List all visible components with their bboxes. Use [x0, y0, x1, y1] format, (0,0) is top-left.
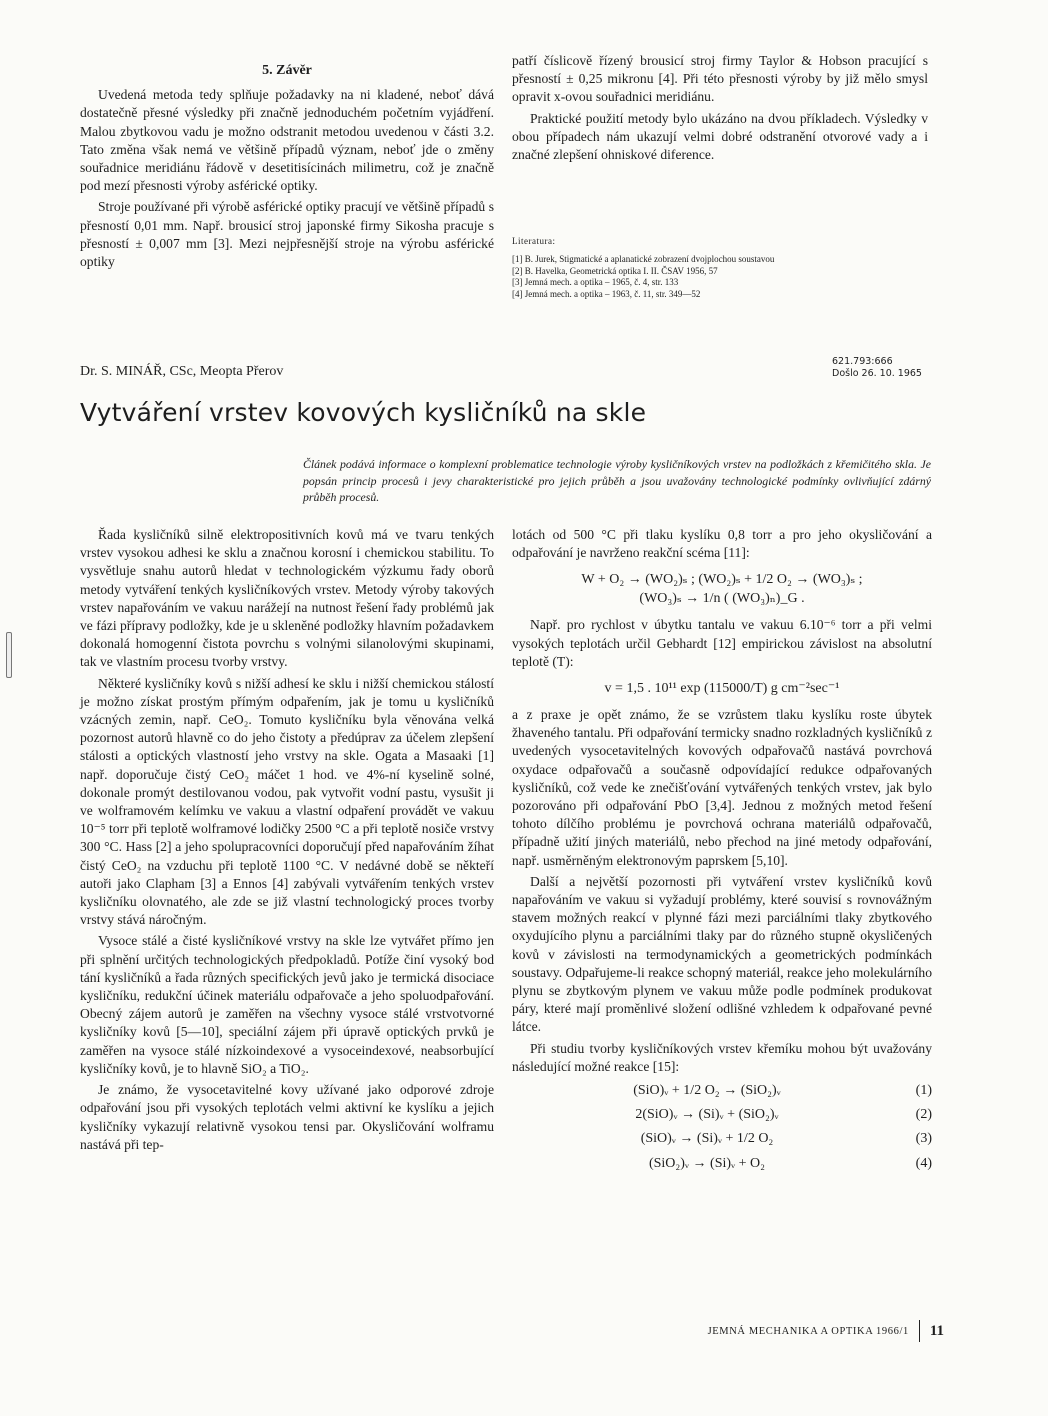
paragraph: Je známo, že vysocetavitelné kovy užívané jako odporové zdroje odpařování jsou při vysokých teplotách velmi aktivní ke kyslíku a jejich kysličníky vykazují relativně vysokou tensi par. Okysličování wolframu nastává při tep-: [80, 1082, 494, 1152]
equation-number: (3): [915, 1131, 932, 1147]
equation: 2(SiO)ᵥ → (Si)ᵥ + (SiO₂)ᵥ: [635, 1107, 779, 1123]
body-column-right: [512, 526, 932, 1179]
numbered-equation: [512, 1155, 932, 1173]
paragraph: Některé kysličníky kovů s nižší adhesí ke sklu i nižší chemickou stálostí je možno získat prostým přímým odpařením, jak je tomu u kysličníků vzácných zemin, např. CeO₂. Tomuto kysličníku byla věnována velká pozornost autorů hlavně co do jeho čistoty a předúprav za účelem zlepšení stálosti a optických vlastností jeho vrstvy na skle. Ogata a Masaaki [1] např. doporučuje čistý CeO₂ máčet 1 hod. ve 4%-ní kyselině solné, dokonale promýt destilovanou vodou, pak vytvořit vodní pastu, vysušit ji ve wolframovém kelímku ve vakuu a vlastní odpaření provádět ve vakuu 10⁻⁵ torr při teplotě wolframové lodičky 2500 °C a při teplotě nosiče vrstvy 300 °C. Hass [2] a jeho spolupracovníci doporučují před napařováním žíhat čistý CeO₂ na vzduchu při teplotě 1100 °C. V nedávné době se někteří autoři jako Clapham [3] a Ennos [4] zabývali vytvářením tenkých vrstev kysličníku olovnatého, ale zde se již vlastní technologický proces tvorby vrstvy stává náročným.: [80, 675, 494, 928]
numbered-equation: [512, 1082, 932, 1100]
article-title: Vytváření vrstev kovových kysličníků na skle: [80, 398, 647, 427]
equation: (SiO)ᵥ + 1/2 O₂ → (SiO₂)ᵥ: [633, 1083, 781, 1099]
equation-number: (2): [915, 1107, 932, 1123]
equation-line: (WO₃)ₛ → 1/n ( (WO₃)ₙ)_G .: [639, 591, 805, 607]
references: [512, 236, 932, 300]
paragraph: Stroje používané při výrobě asférické optiky pracují ve většině případů s přesností 0,01 mm. Např. brousicí stroj japonské firmy Sikosha pracuje s přesností ± 0,007 mm [3]. Mezi nejpřesnější stroje na výrobu asférické optiky: [80, 199, 494, 270]
references-list: [512, 254, 932, 300]
equation: (SiO)ᵥ → (Si)ᵥ + 1/2 O₂: [640, 1131, 774, 1147]
reference-item: [1] B. Jurek, Stigmatické a aplanatické zobrazení dvojplochou soustavou: [512, 254, 775, 264]
page-footer: [708, 1320, 944, 1342]
conclusion-column-left: [80, 62, 494, 271]
numbered-equation: [512, 1106, 932, 1124]
conclusion-column-right: [512, 52, 928, 164]
udc-code: 621.793:666: [832, 356, 893, 367]
rate-equation: v = 1,5 . 10¹¹ exp (115000/T) g cm⁻²sec⁻¹: [604, 681, 840, 697]
paragraph: Např. pro rychlost v úbytku tantalu ve vakuu 6.10⁻⁶ torr a při velmi vysokých teplotách určil Gebhardt [12] empirickou závislost na absolutní teplotě (T):: [512, 617, 932, 669]
section-heading: 5. Závěr: [262, 63, 312, 78]
footer-divider: [919, 1320, 920, 1342]
paragraph: Vysoce stálé a čisté kysličníkové vrstvy na skle lze vytvářet přímo jen při splnění určitých technologických předpokladů. Potíže činí vysoký bod tání kysličníků a řada různých specifických jevů jako je termická disociace kysličníku, redukční účinek materiálu odpařovače a jeho spoluodpařování. Obecný zájem autorů je zaměřen na všechny vysoce stálé vrstvotvorné kysličníky kovů [5—10], speciální zájem při úpravě optických prvků je zaměřen na vysoce stálé nízkoindexové a vysoceindexové, neabsorbující kysličníky kovů, je to hlavně SiO₂ a TiO₂.: [80, 933, 494, 1076]
journal-name: JEMNÁ MECHANIKA A OPTIKA 1966/1: [707, 1325, 909, 1337]
paragraph: Praktické použití metody bylo ukázáno na dvou příkladech. Výsledky v obou případech nám ukazují velmi dobré odstranění otvorové vady a i značné zlepšení ohniskové diference.: [512, 110, 928, 163]
equation-number: (1): [915, 1083, 932, 1099]
paragraph: Při studiu tvorby kysličníkových vrstev křemíku mohou být uvažovány následující možné reakce [15]:: [512, 1040, 932, 1074]
equation-number: (4): [915, 1155, 932, 1171]
reaction-list: [512, 1082, 932, 1173]
binding-mark: [6, 632, 12, 678]
received-date: Došlo 26. 10. 1965: [832, 368, 922, 379]
reference-item: [4] Jemná mech. a optika – 1963, č. 11, str. 349—52: [512, 288, 701, 299]
paragraph: Další a největší pozornosti při vytváření vrstev kysličníků kovů napařováním ve vakuu si vyžadují problémy, které souvisí s rovnovážným stavem možných reakcí v plynné fázi mezi parciálními tlaky zbytkového oxydujícího plynu a parciálními tlaky par do různého stupně okysličených kovů v závislosti na termodynamických a geometrických podmínkách soustavy. Odpařujeme-li reakce schopný materiál, reakce jeho molekulárního plynu se zbytkovým plynem ve vakuu může podle podmínek produkovat páry, které mají proměnlivé složení odlišné vzhledem k odpařované pevné látce.: [512, 873, 932, 1035]
body-column-left: [80, 526, 494, 1154]
equation-line: W + O₂ → (WO₂)ₛ ; (WO₂)ₛ + 1/2 O₂ → (WO₃)ₛ ;: [581, 572, 863, 588]
author-line: Dr. S. MINÁŘ, CSc, Meopta Přerov: [80, 364, 284, 379]
equation: (SiO₂)ᵥ → (Si)ᵥ + O₂: [648, 1155, 766, 1171]
page-number: 11: [929, 1322, 944, 1339]
article-meta: [832, 356, 922, 380]
paragraph: a z praxe je opět známo, že se vzrůstem tlaku kyslíku roste úbytek žhaveného tantalu. Při odpařování termicky snadno rozkladných kysličníků z uvedených vysocetavitelných kovových odpařovačů nastává povrchová oxydace odpařovačů a současně odpovídající redukce odpařovaných kysličníků, což vede ke znečišťování vytvářených tenkých vrstev, jak bylo pozorováno při odpařování PbO [3,4]. Jednou z možných metod řešení tohoto dílčího problému je povrchová ochrana materiálů odpařovačů, případně užití jiných materiálů, nebo přechod na jiné metody odpařování, např. usměrněným elektronovým paprskem [5,10].: [512, 707, 932, 868]
reference-item: [2] B. Havelka, Geometrická optika I. II. ČSAV 1956, 57: [512, 265, 718, 276]
paragraph: patří číslicově řízený brousicí stroj firmy Taylor & Hobson pracující s přesností ± 0,25 mikronu [4]. Při této přesnosti výroby by již mělo smysl opravit x-ovou souřadnici meridiánu.: [512, 53, 928, 105]
paragraph: Řada kysličníků silně elektropositivních kovů má ve tvaru tenkých vrstev vysokou adhesi ke sklu a značnou korosní i chemickou stabilitu. To vysvětluje snahu autorů hledat v technologickém výzkumu řady oborů metody vytváření tenkých kysličníkových vrstev. Metody výroby takových vrstev napařováním ve vakuu narážejí na nutnost řešení řady problémů jak ve fázi přípravy podložky, kde je u skleněné podložky hlavním požadavkem dokonalá homogenní čistota povrchu s volnými silanolovými skupinami, tak ve vlastním procesu tvorby vrstvy.: [80, 527, 494, 670]
references-heading: Literatura:: [512, 236, 556, 246]
reference-item: [3] Jemná mech. a optika – 1965, č. 4, str. 133: [512, 277, 679, 287]
abstract: Článek podává informace o komplexní problematice technologie výroby kysličníkových vrstev na podložkách z křemičitého skla. Je popsán princip procesů i jevy charakteristické pro jejich průběh a jsou uvažovány technologické podmínky ovlivňující zdárný průběh procesů.: [303, 457, 931, 504]
paragraph: Uvedená metoda tedy splňuje požadavky na ni kladené, neboť dává dostatečně přesné výsledky při značně jednoduchém početním vyjádření. Malou zbytkovou vadu je možno odstranit metodou uvedenou v části 3.2. Tato změna však nemá ve většině případů význam, neboť jde o změny souřadnice meridiánu řádově v desetitisícinách milimetru, což je značně pod mezí přesnosti výroby asférické optiky.: [80, 87, 494, 194]
numbered-equation: [512, 1130, 932, 1148]
paragraph: lotách od 500 °C při tlaku kyslíku 0,8 torr a pro jeho okysličování a odpařování je navrženo reakční scéma [11]:: [512, 527, 932, 561]
reaction-scheme: [512, 570, 932, 608]
